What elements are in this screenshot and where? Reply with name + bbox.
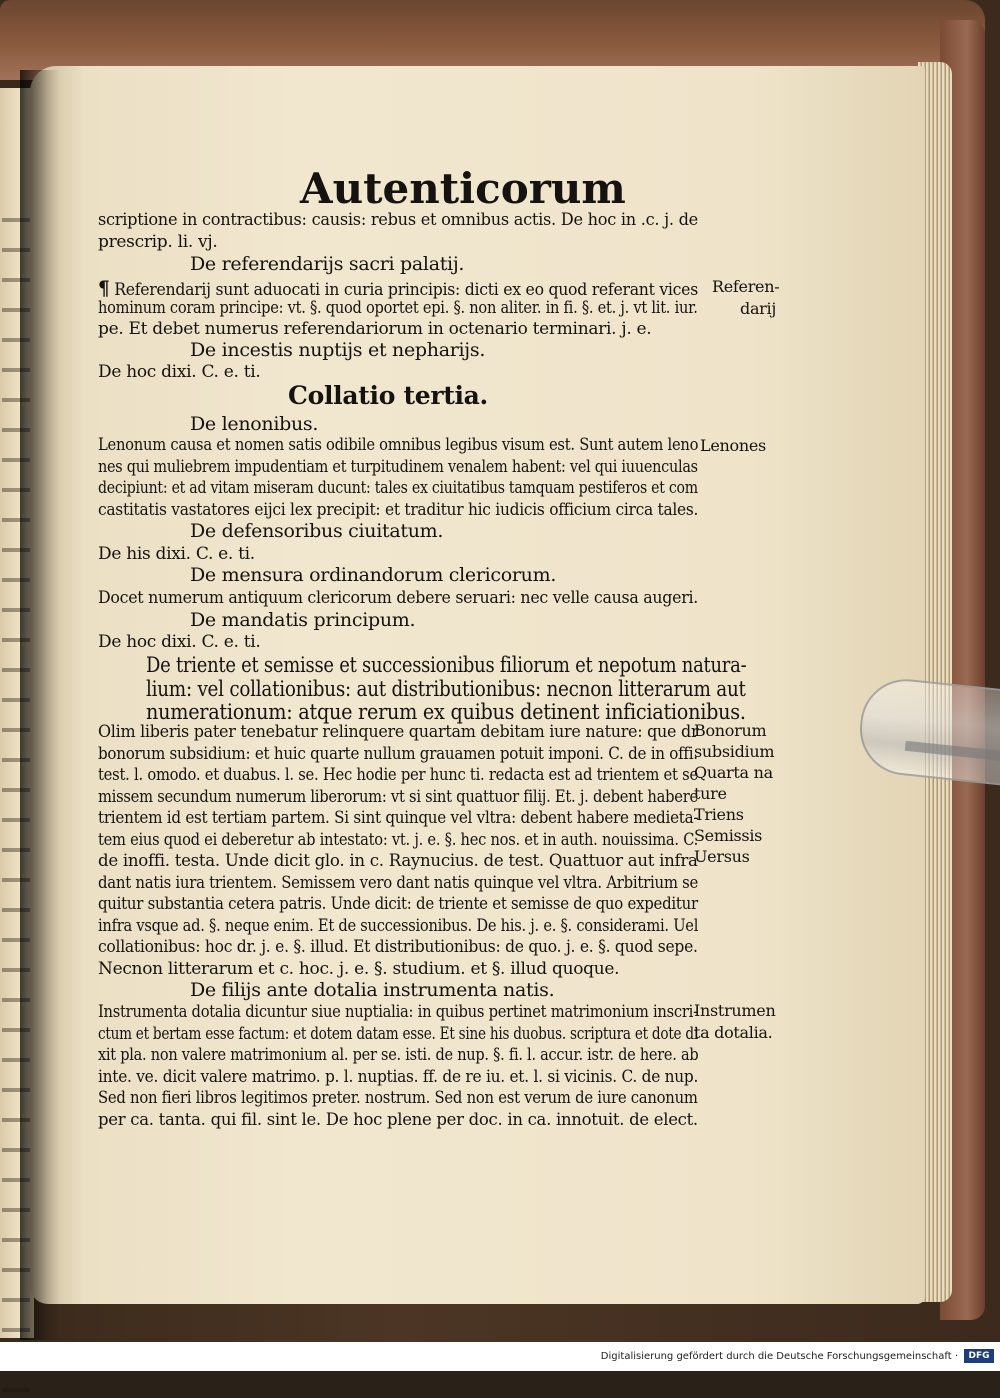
section-heading: De incestis nuptijs et nepharijs. bbox=[190, 339, 486, 361]
text-line: pe. Et debet numerus referendariorum in octenario terminari. j. e. bbox=[98, 319, 652, 339]
text-line: collationibus: hoc dr. j. e. §. illud. Et distributionibus: de quo. j. e. §. quod sepe. bbox=[98, 937, 698, 957]
section-heading: De referendarijs sacri palatij. bbox=[190, 253, 465, 275]
text-line: de inoffi. testa. Unde dicit glo. in c. Raynucius. de test. Quattuor aut infra bbox=[98, 851, 698, 871]
dfg-logo: DFG bbox=[964, 1349, 994, 1363]
section-heading: De defensoribus ciuitatum. bbox=[190, 520, 444, 542]
text-line: Necnon litterarum et c. hoc. j. e. §. studium. et §. illud quoque. bbox=[98, 959, 620, 979]
funding-credit: Digitalisierung gefördert durch die Deutsche Forschungsgemeinschaft · bbox=[600, 1351, 958, 1362]
text-line: Olim liberis pater tenebatur relinquere quartam debitam iure nature: que dr bbox=[98, 722, 699, 742]
margin-note: Lenones bbox=[700, 436, 766, 455]
text-line: infra vsque ad. §. neque enim. Et de successionibus. De his. j. e. §. considerami. Uel bbox=[98, 916, 699, 936]
text-line: test. l. omodo. et duabus. l. se. Hec hodie per hunc ti. redacta est ad trientem et se bbox=[98, 765, 698, 785]
text-line: per ca. tanta. qui fil. sint le. De hoc plene per doc. in ca. innotuit. de elect. bbox=[98, 1110, 698, 1130]
chapter-heading: Collatio tertia. bbox=[288, 381, 488, 410]
text-line: De hoc dixi. C. e. ti. bbox=[98, 632, 261, 652]
text-line: prescrip. li. vj. bbox=[98, 232, 218, 252]
section-heading: De mensura ordinandorum clericorum. bbox=[190, 564, 557, 586]
running-title: Autenticorum bbox=[300, 164, 626, 213]
section-heading: De lenonibus. bbox=[190, 413, 319, 435]
text-line: nes qui muliebrem impudentiam et turpitudinem venalem habent: vel qui iuuenculas bbox=[98, 457, 698, 477]
text-line: castitatis vastatores eijci lex precipit: et traditur hic iudicis officium circa tales. bbox=[98, 500, 699, 520]
text-line: De his dixi. C. e. ti. bbox=[98, 544, 255, 564]
text-line: xit pla. non valere matrimonium al. per se. isti. de nup. §. fi. l. accur. istr. de here. ab bbox=[98, 1045, 699, 1065]
section-heading: De mandatis principum. bbox=[190, 609, 416, 631]
text-line: hominum coram principe: vt. §. quod oportet epi. §. non aliter. in fi. §. et. j. vt lit. iur. bbox=[98, 298, 698, 318]
margin-note: Referen- bbox=[712, 277, 780, 296]
section-heading: numerationum: atque rerum ex quibus detinent inficiationibus. bbox=[146, 700, 746, 724]
margin-note: Triens bbox=[694, 805, 744, 824]
text-line: tem eius quod ei deberetur ab intestato: vt. j. e. §. hec nos. et in auth. nouissima. C. bbox=[98, 830, 699, 850]
section-heading: De filijs ante dotalia instrumenta natis. bbox=[190, 979, 555, 1001]
margin-note: Semissis bbox=[694, 826, 763, 845]
section-heading: De triente et semisse et successionibus filiorum et nepotum natura- bbox=[146, 653, 747, 677]
text-line: Sed non fieri libros legitimos preter. nostrum. Sed non est verum de iure canonum bbox=[98, 1088, 698, 1108]
text-line: trientem id est tertiam partem. Si sint quinque vel vltra: debent habere medieta- bbox=[98, 808, 699, 828]
margin-note: subsidium bbox=[694, 742, 775, 761]
section-heading: lium: vel collationibus: aut distributionibus: necnon litterarum aut bbox=[146, 677, 746, 701]
margin-note: ture bbox=[694, 784, 727, 803]
text-line: decipiunt: et ad vitam miseram ducunt: tales ex ciuitatibus tamquam pestiferos et com bbox=[98, 478, 698, 498]
text-line: Docet numerum antiquum clericorum debere seruari: nec velle causa augeri. bbox=[98, 588, 699, 608]
margin-note: ta dotalia. bbox=[694, 1023, 773, 1042]
text-line: Lenonum causa et nomen satis odibile omnibus legibus visum est. Sunt autem leno bbox=[98, 435, 699, 455]
text-line: ¶ Referendarij sunt aduocati in curia principis: dicti ex eo quod referant vices bbox=[98, 276, 698, 300]
margin-note: darij bbox=[740, 299, 777, 318]
margin-note: Quarta na bbox=[694, 763, 773, 782]
text-line: scriptione in contractibus: causis: rebus et omnibus actis. De hoc in .c. j. de bbox=[98, 210, 698, 230]
spine-shadow bbox=[20, 70, 60, 1340]
text-line: quitur substantia cetera patris. Unde dicit: de triente et semisse de quo expeditur bbox=[98, 894, 698, 914]
text-line: ctum et bertam esse factum: et dotem datam esse. Et sine his duobus. scriptura et dote di bbox=[98, 1024, 698, 1044]
margin-note: Bonorum bbox=[694, 721, 767, 740]
margin-note: Instrumen bbox=[694, 1001, 776, 1020]
text-line: missem secundum numerum liberorum: vt si sint quattuor filij. Et. j. debent habere bbox=[98, 787, 698, 807]
text-line: dant natis iura trientem. Semissem vero dant natis quinque vel vltra. Arbitrium se bbox=[98, 873, 699, 893]
text-line: inte. ve. dicit valere matrimo. p. l. nuptias. ff. de re iu. et. l. si vicinis. C. de nup. bbox=[98, 1067, 699, 1087]
margin-note: Uersus bbox=[694, 847, 750, 866]
text-line: Instrumenta dotalia dicuntur siue nuptialia: in quibus pertinet matrimonium inscri- bbox=[98, 1002, 698, 1022]
text-line: bonorum subsidium: et huic quarte nullum grauamen potuit imponi. C. de in offi. bbox=[98, 744, 698, 764]
text-line: De hoc dixi. C. e. ti. bbox=[98, 362, 261, 382]
